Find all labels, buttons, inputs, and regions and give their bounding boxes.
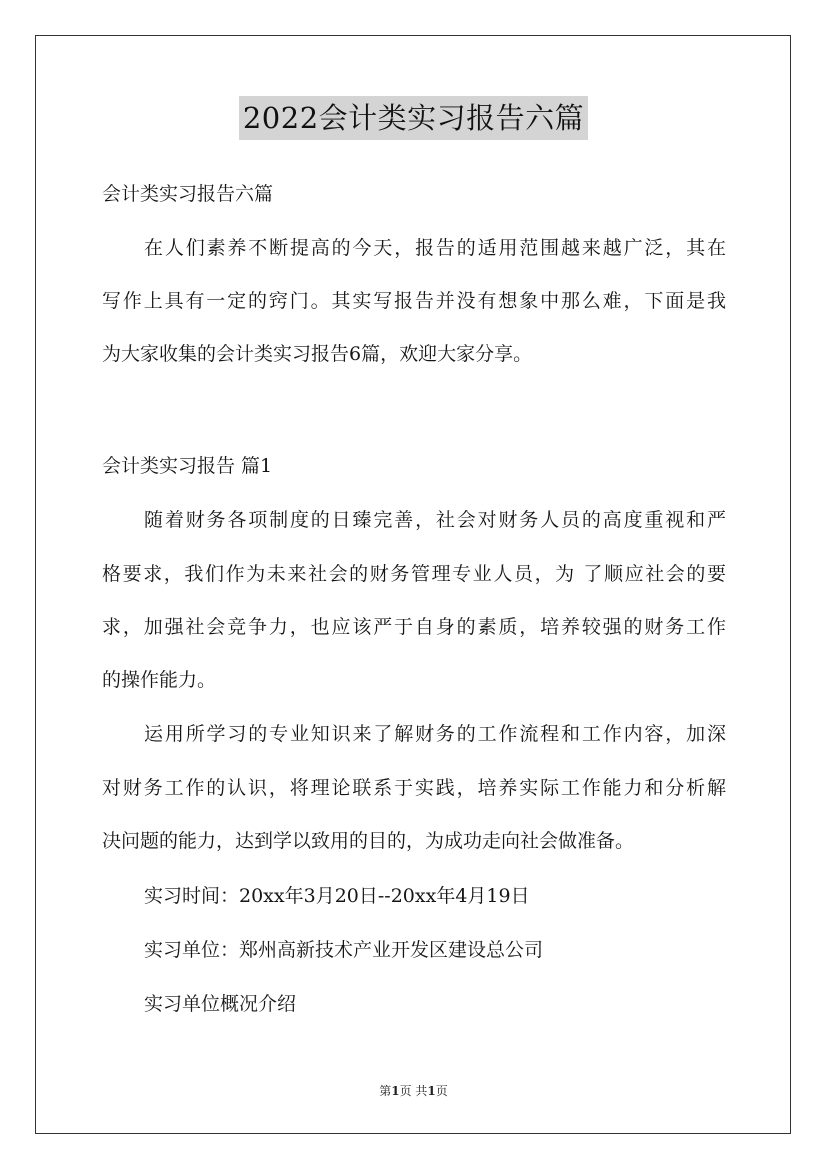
unit-overview-heading: 实习单位概况介绍 xyxy=(144,993,297,1015)
footer-page-total: 1 xyxy=(427,1084,436,1098)
para1-line-3: 求，加强社会竞争力，也应该严于自身的素质，培养较强的财务工作 xyxy=(102,616,726,638)
footer-page-mid: 页 共 xyxy=(399,1084,428,1098)
intro-line-1: 在人们素养不断提高的今天，报告的适用范围越来越广泛，其在 xyxy=(144,237,726,259)
document-title: 2022会计类实习报告六篇 xyxy=(239,96,588,140)
para2-line-3: 决问题的能力，达到学以致用的目的，为成功走向社会做准备。 xyxy=(102,830,635,852)
intro-line-2: 写作上具有一定的窍门。其实写报告并没有想象中那么难，下面是我 xyxy=(102,290,726,312)
para2-line-2: 对财务工作的认识，将理论联系于实践，培养实际工作能力和分析解 xyxy=(102,777,726,799)
para1-line-1: 随着财务各项制度的日臻完善，社会对财务人员的高度重视和严 xyxy=(144,509,726,531)
internship-unit: 实习单位：郑州高新技术产业开发区建设总公司 xyxy=(144,939,544,961)
para1-line-2: 格要求，我们作为未来社会的财务管理专业人员，为 了顺应社会的要 xyxy=(102,563,726,585)
intro-line-3: 为大家收集的会计类实习报告6篇，欢迎大家分享。 xyxy=(102,343,533,365)
para1-line-4: 的操作能力。 xyxy=(102,669,217,691)
section-heading: 会计类实习报告 篇1 xyxy=(102,455,273,477)
title-container xyxy=(0,96,827,140)
footer-page-current: 1 xyxy=(391,1084,400,1098)
para2-line-1: 运用所学习的专业知识来了解财务的工作流程和工作内容，加深 xyxy=(144,723,726,745)
page-footer xyxy=(0,1083,827,1099)
internship-time: 实习时间：20xx年3月20日--20xx年4月19日 xyxy=(144,885,530,907)
footer-page-suffix: 页 xyxy=(435,1084,448,1098)
footer-page-prefix: 第 xyxy=(379,1084,392,1098)
document-subtitle: 会计类实习报告六篇 xyxy=(102,183,274,205)
